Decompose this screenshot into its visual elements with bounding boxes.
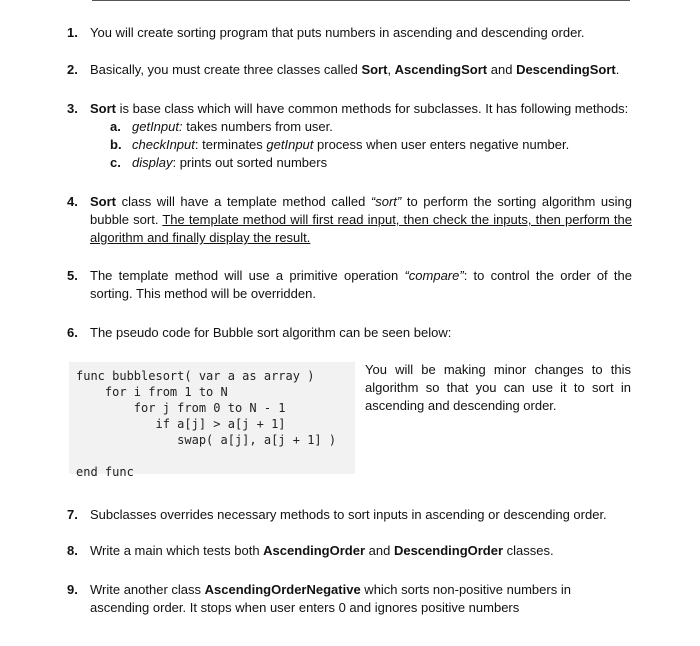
item-number: 5.: [67, 268, 78, 283]
item-text: The pseudo code for Bubble sort algorithm can be seen below:: [90, 325, 452, 340]
item-text: Write a main which tests both AscendingOrder and DescendingOrder classes.: [90, 543, 554, 558]
list-item-5: [67, 267, 632, 303]
list-item-4: [67, 193, 632, 247]
side-note: You will be making minor changes to this algorithm so that you can use it to sort in ascending and descending order.: [365, 362, 631, 413]
item-number: 7.: [67, 507, 78, 522]
item-text: The template method will use a primitive operation “compare”: to control the order of the sorting. This method will be overridden.: [90, 268, 632, 301]
class-name-descendingsort: DescendingSort: [516, 62, 616, 77]
item-text: You will create sorting program that puts numbers in ascending and descending order.: [90, 25, 585, 40]
list-item-3: [67, 100, 632, 118]
list-item-7: [67, 506, 632, 524]
item-number: 3.: [67, 101, 78, 116]
list-item-8: [67, 542, 632, 560]
sub-item-b: b. checkInput: terminates getInput process when user enters negative number.: [110, 137, 570, 152]
item-number: 8.: [67, 543, 78, 558]
item-number: 4.: [67, 194, 78, 209]
list-item-9: [67, 581, 632, 617]
underlined-instruction: The template method will first read input, then check the inputs, then perform the algorithm and finally display the result.: [90, 212, 632, 245]
pseudo-code: func bubblesort( var a as array ) for i from 1 to N for j from 0 to N - 1 if a[j] > a[j + 1] swap( a[j], a[j + 1] ) end func: [76, 369, 337, 479]
item-text: Sort class will have a template method called “sort” to perform the sorting algorithm using bubble sort. The template method will first read input, then check the inputs, then perform the algorithm and finally display the result.: [90, 194, 632, 245]
item-text: Sort is base class which will have common methods for subclasses. It has following methods:: [90, 101, 629, 116]
top-rule: [92, 0, 630, 1]
list-item-2: [67, 61, 632, 79]
sub-item-c: c. display: prints out sorted numbers: [110, 155, 328, 170]
sub-item-a: a. getInput: takes numbers from user.: [110, 119, 333, 134]
list-item-6: [67, 324, 632, 342]
list-item-1: [67, 24, 632, 42]
class-name-sort: Sort: [361, 62, 388, 77]
item-text: Write another class AscendingOrderNegative which sorts non-positive numbers in ascending order. It stops when user enters 0 and ignores positive numbers: [90, 582, 571, 615]
item-number: 1.: [67, 25, 78, 40]
item-number: 2.: [67, 62, 78, 77]
item-number: 6.: [67, 325, 78, 340]
class-name-ascendingsort: AscendingSort: [394, 62, 488, 77]
item-text: Subclasses overrides necessary methods to sort inputs in ascending or descending order.: [90, 507, 607, 522]
item-number: 9.: [67, 582, 78, 597]
item-text: Basically, you must create three classes called Sort, AscendingSort and DescendingSort.: [90, 62, 620, 77]
